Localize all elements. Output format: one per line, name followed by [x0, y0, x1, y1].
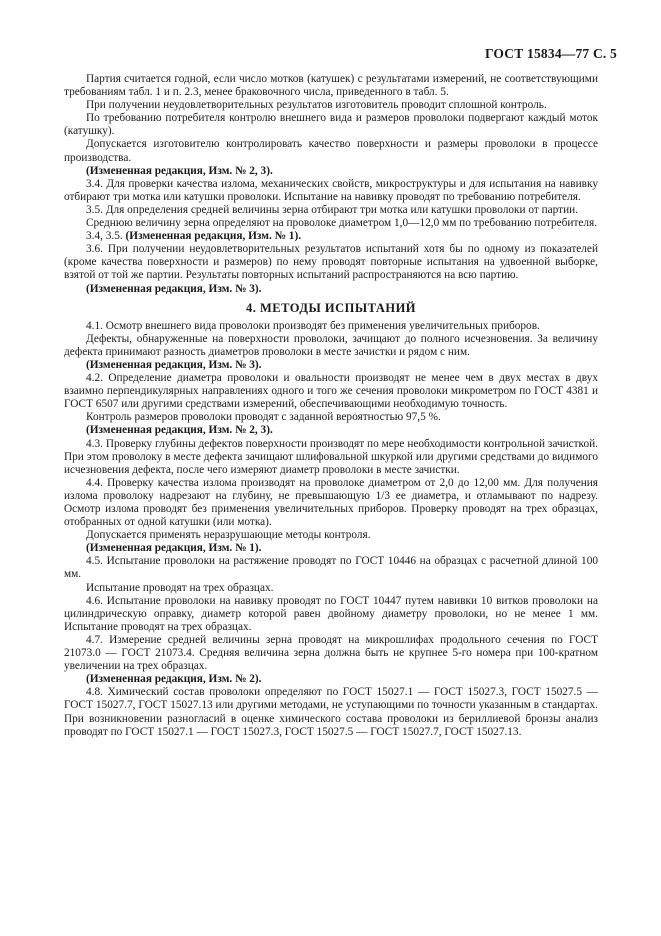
- paragraph: 4.1. Осмотр внешнего вида проволоки производят без применения увеличительных приборов.: [86, 319, 540, 332]
- paragraph: Испытание проводят на трех образцах.: [86, 581, 274, 594]
- amendment-note: (Измененная редакция, Изм. № 2, 3).: [86, 424, 273, 437]
- paragraph: 4.7. Измерение средней величины зерна проводят на микрошлифах продольного сечения по ГОСТ 21073.0 — ГОСТ 21073.4. Средняя величина зерна должна быть не крупнее 5-го номера при 100-кратном увеличении на трех образцах.: [64, 633, 598, 673]
- paragraph: 4.2. Определение диаметра проволоки и овальности производят не менее чем в двух местах в двух взаимно перпендикулярных направлениях одного и того же сечения проволоки микрометром по ГОСТ 4381 и ГОСТ 6507 или другими средствами измерений, обеспечивающими необходимую точность.: [64, 372, 598, 411]
- paragraph: 4.5. Испытание проволоки на растяжение проводят по ГОСТ 10446 на образцах с расчетной длиной 100 мм.: [64, 555, 598, 581]
- paragraph: 3.6. При получении неудовлетворительных результатов испытаний хотя бы по одному из показателей (кроме качества поверхности и размеров) по нему проводят повторные испытания на удвоенной выборке, взятой от той же партии. Результаты повторных испытаний распространяются на всю партию.: [64, 243, 598, 282]
- paragraph: 3.4. Для проверки качества излома, механических свойств, микроструктуры и для испытания на навивку отбирают три мотка или катушки проволоки. Испытание на навивку проводят по требованию потребителя.: [64, 177, 598, 203]
- paragraph: Среднюю величину зерна определяют на проволоке диаметром 1,0—12,0 мм по требованию потребителя.: [86, 217, 598, 230]
- page-header: ГОСТ 15834—77 С. 5: [484, 46, 617, 61]
- amendment-note: (Измененная редакция, Изм. № 2, 3).: [86, 164, 273, 177]
- paragraph: Партия считается годной, если число мотков (катушек) с результатами измерений, не соответствующими требованиям табл. 1 и п. 2.3, менее браковочного числа, приведенного в табл. 5.: [64, 73, 598, 99]
- amendment-note: [64, 230, 598, 243]
- paragraph: 3.5. Для определения средней величины зерна отбирают три мотка или катушки проволоки от партии.: [86, 203, 579, 216]
- amendment-note: (Измененная редакция, Изм. № 2).: [86, 673, 262, 686]
- paragraph: По требованию потребителя контролю внешнего вида и размеров проволоки подвергают каждый моток (катушку).: [64, 112, 598, 138]
- paragraph: При получении неудовлетворительных результатов изготовитель проводит сплошной контроль.: [86, 99, 547, 112]
- document-body: [64, 73, 598, 739]
- amendment-text: (Измененная редакция, Изм. № 1).: [125, 230, 302, 243]
- amendment-note: (Измененная редакция, Изм. № 3).: [86, 282, 262, 295]
- amendment-note: (Измененная редакция, Изм. № 3).: [86, 358, 262, 371]
- paragraph: Дефекты, обнаруженные на поверхности проволоки, зачищают до полного исчезновения. За величину дефекта принимают разность диаметров проволоки в месте зачистки и рядом с ним.: [64, 332, 598, 358]
- paragraph: Допускается изготовителю контролировать качество поверхности и размеры проволоки в процессе производства.: [64, 138, 598, 164]
- amendment-prefix: 3.4, 3.5.: [86, 230, 126, 243]
- paragraph: 4.6. Испытание проволоки на навивку проводят по ГОСТ 10447 путем навивки 10 витков проволоки на цилиндрическую оправку, диаметр которой равен двойному диаметру проволоки, но не менее 1 мм. Испытание проводят на трех образцах.: [64, 594, 598, 633]
- amendment-note: (Измененная редакция, Изм. № 1).: [86, 542, 262, 555]
- paragraph: 4.8. Химический состав проволоки определяют по ГОСТ 15027.1 — ГОСТ 15027.3, ГОСТ 15027.5 — ГОСТ 15027.7, ГОСТ 15027.13 или другими методами, не уступающими по точности указанным в стандартах. При возникновении разногласий в оценке химического состава проволоки из бериллиевой бронзы анализ проводят по ГОСТ 15027.1 — ГОСТ 15027.3, ГОСТ 15027.5 — ГОСТ 15027.7, ГОСТ 15027.13.: [64, 686, 598, 738]
- paragraph: Допускается применять неразрушающие методы контроля.: [86, 529, 371, 542]
- paragraph: 4.4. Проверку качества излома производят на проволоке диаметром от 2,0 до 12,00 мм. Для получения излома проволоку надрезают на глубину, не превышающую 1/3 ее диаметра, и отламывают по надрезу. Осмотр излома проводят без применения увеличительных приборов. Проверку проводят на трех образцах, отобранных от одной катушки (или мотка).: [64, 476, 598, 529]
- section-heading: 4. МЕТОДЫ ИСПЫТАНИЙ: [245, 300, 417, 315]
- paragraph: Контроль размеров проволоки проводят с заданной вероятностью 97,5 %.: [86, 411, 441, 424]
- paragraph: 4.3. Проверку глубины дефектов поверхности производят по мере необходимости контрольной зачисткой. При этом проволоку в месте дефекта зачищают шлифовальной шкуркой или другими средствами до видимого исчезновения дефекта, после чего измеряют диаметр проволоки в месте зачистки.: [64, 437, 598, 476]
